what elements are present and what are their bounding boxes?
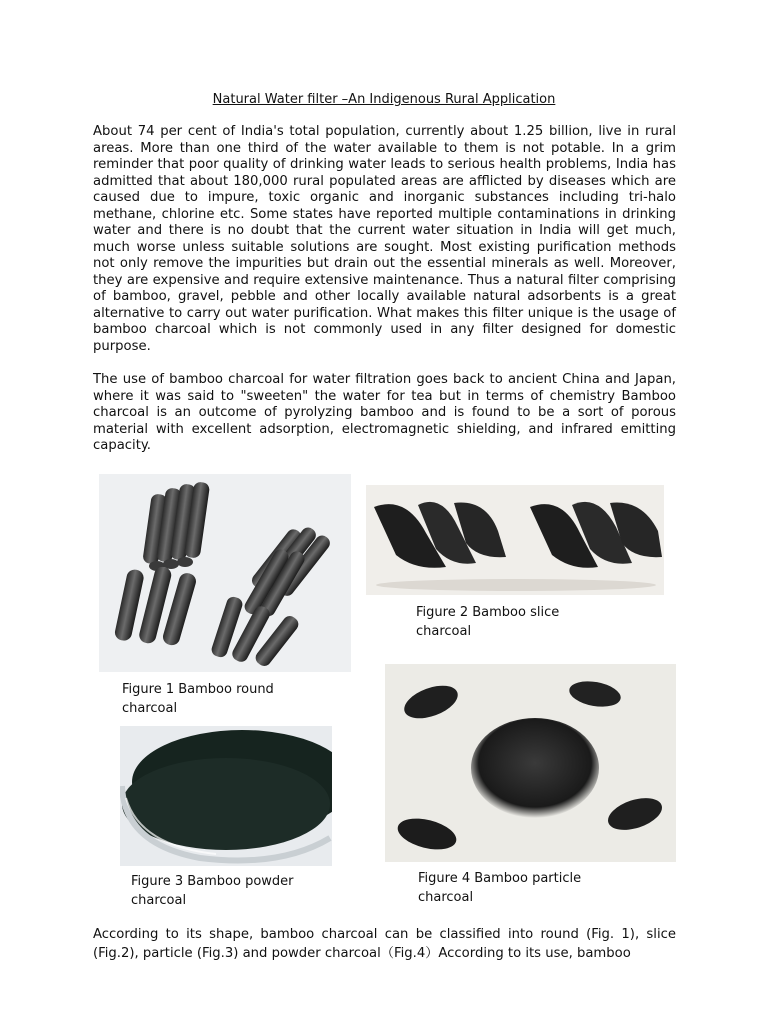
figure-3-caption-line2: charcoal [131, 893, 187, 908]
figure-1-caption-line1: Figure 1 Bamboo round [122, 682, 274, 697]
document-title: Natural Water filter –An Indigenous Rural Application [212, 92, 556, 107]
paragraph-bamboo-charcoal-history: The use of bamboo charcoal for water filtration goes back to ancient China and Japan, where it was said to "sweeten" the water for tea but in terms of chemistry Bamboo charcoal is an outcome of pyrolyzing bamboo and is found to be a sort of porous material with excellent adsorption, electromagnetic shielding, and infrared emitting capacity. [93, 372, 676, 453]
figure-1-caption [122, 680, 274, 718]
figure-3-caption-line1: Figure 3 Bamboo powder [131, 874, 294, 889]
figure-4-caption-line1: Figure 4 Bamboo particle [418, 871, 582, 886]
figure-2-caption-line1: Figure 2 Bamboo slice [416, 605, 560, 620]
figure-2-slice-charcoal-image [366, 485, 664, 595]
figure-3-powder-charcoal-image [120, 726, 332, 866]
figure-4-caption-line2: charcoal [418, 890, 474, 905]
paragraph-intro: About 74 per cent of India's total population, currently about 1.25 billion, live in rural areas. More than one third of the water available to them is not potable. In a grim reminder that poor quality of drinking water leads to serious health problems, India has admitted that about 180,000 rural populated areas are afflicted by diseases which are caused due to impure, toxic organic and inorganic substances including tri-halo methane, chlorine etc. Some states have reported multiple contaminations in drinking water and there is no doubt that the current water situation in India will get much, much worse unless suitable solutions are sought. Most existing purification methods not only remove the impurities but drain out the essential minerals as well. Moreover, they are expensive and require extensive maintenance. Thus a natural filter comprising of bamboo, gravel, pebble and other locally available natural adsorbents is a great alternative to carry out water purification. What makes this filter unique is the usage of bamboo charcoal which is not commonly used in any filter designed for domestic purpose. [93, 124, 676, 354]
figure-3-caption [131, 872, 294, 910]
figure-4-caption [418, 869, 581, 907]
paragraph-classification: According to its shape, bamboo charcoal can be classified into round (Fig. 1), slice (Fig.2), particle (Fig.3) and powder charcoal（Fig.4）According to its use, bamboo [93, 927, 676, 961]
figure-2-caption-line2: charcoal [416, 624, 472, 639]
figure-1-caption-line2: charcoal [122, 701, 178, 716]
figure-2-caption [416, 603, 559, 641]
figure-1-round-charcoal-image [99, 474, 351, 672]
figure-4-particle-charcoal-image [385, 664, 676, 862]
